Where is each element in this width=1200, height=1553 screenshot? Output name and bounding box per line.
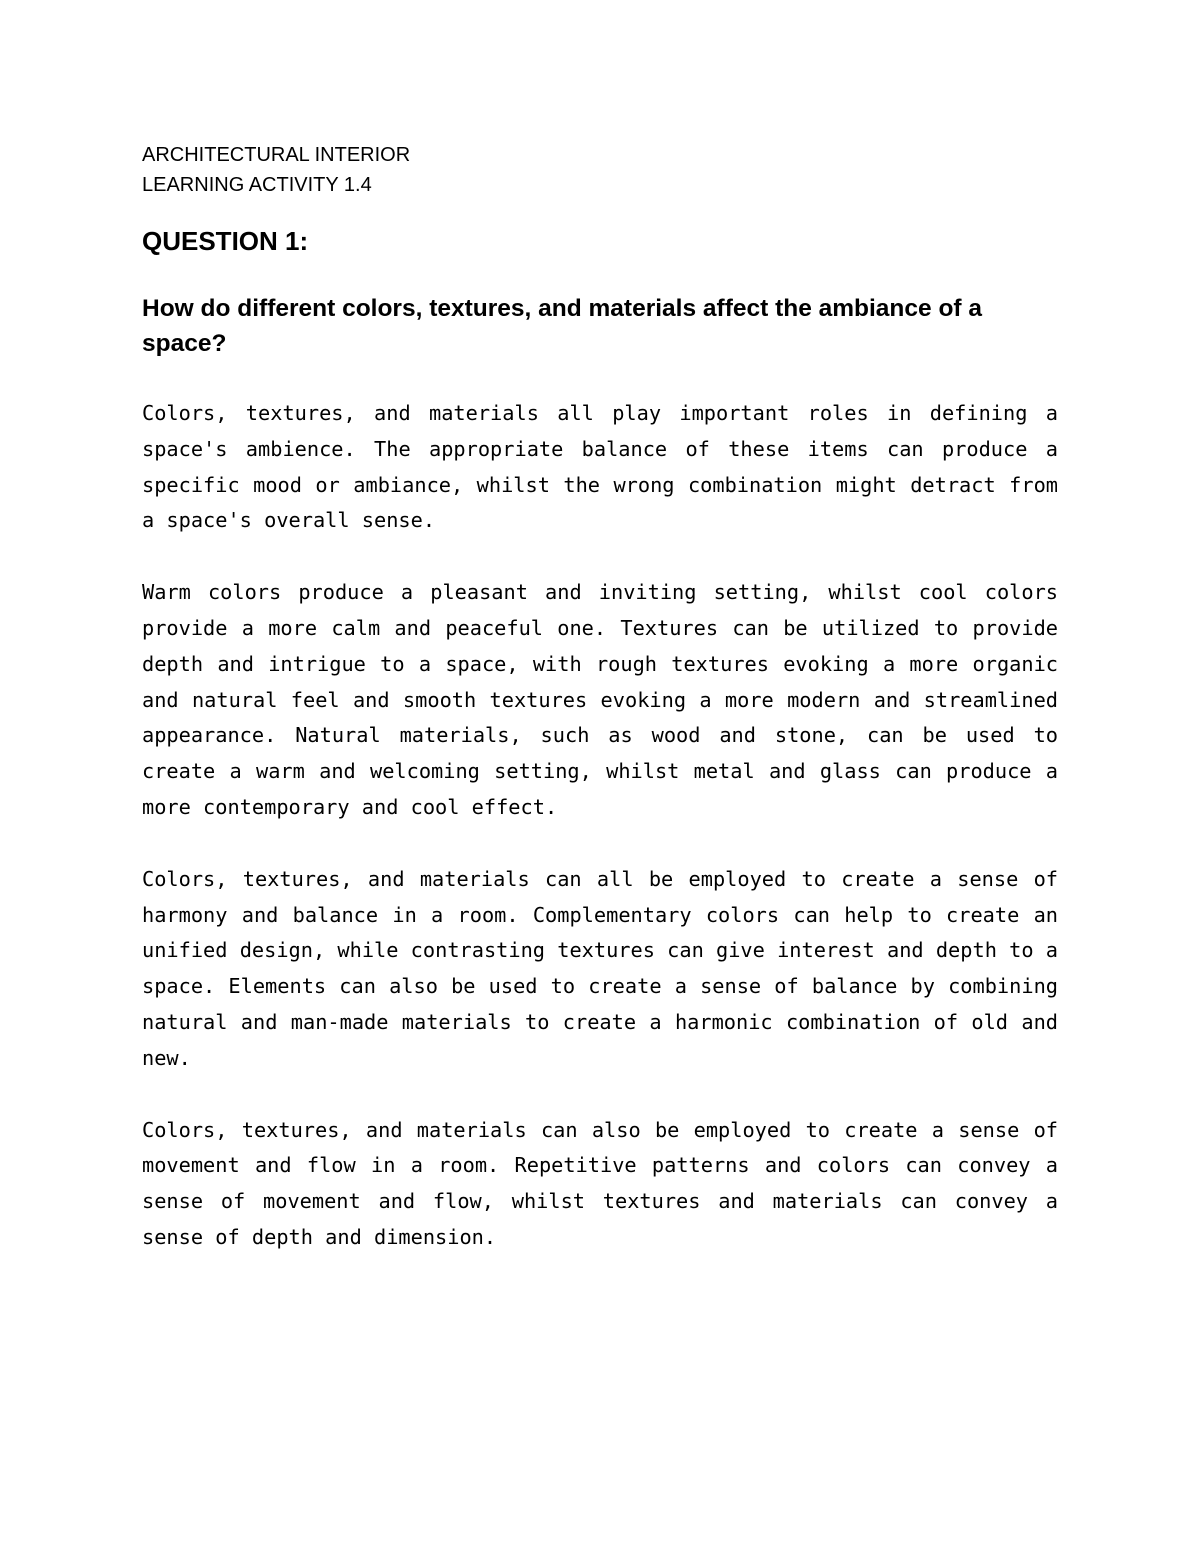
answer-paragraph-2: Warm colors produce a pleasant and inviting setting, whilst cool colors provide a more calm and peaceful one. Textures can be utilized to provide depth and intrigue to a space, with rough textures evoking a more organic and natural feel and smooth textures evoking a more modern and streamlined appearance. Natural materials, such as wood and stone, can be used to create a warm and welcoming setting, whilst metal and glass can produce a more contemporary and cool effect. bbox=[142, 580, 1058, 819]
question-text: How do different colors, textures, and materials affect the ambiance of a space? bbox=[142, 295, 983, 357]
question-label: QUESTION 1: bbox=[142, 226, 309, 256]
document-page bbox=[142, 140, 1058, 1256]
answer-paragraph-3: Colors, textures, and materials can all be employed to create a sense of harmony and balance in a room. Complementary colors can help to create an unified design, while contrasting textures can give interest and depth to a space. Elements can also be used to create a sense of balance by combining natural and man-made materials to create a harmonic combination of old and new. bbox=[142, 866, 1058, 1070]
activity-title: LEARNING ACTIVITY 1.4 bbox=[142, 174, 372, 196]
answer-paragraph-1: Colors, textures, and materials all play important roles in defining a space's ambience. The appropriate balance of these items can produce a specific mood or ambiance, whilst the wrong combination might detract from a space's overall sense. bbox=[142, 401, 1058, 533]
course-title: ARCHITECTURAL INTERIOR bbox=[142, 144, 411, 166]
answer-paragraph-4: Colors, textures, and materials can also be employed to create a sense of movement and flow in a room. Repetitive patterns and colors can convey a sense of movement and flow, whilst textures and materials can convey a sense of depth and dimension. bbox=[142, 1117, 1058, 1249]
